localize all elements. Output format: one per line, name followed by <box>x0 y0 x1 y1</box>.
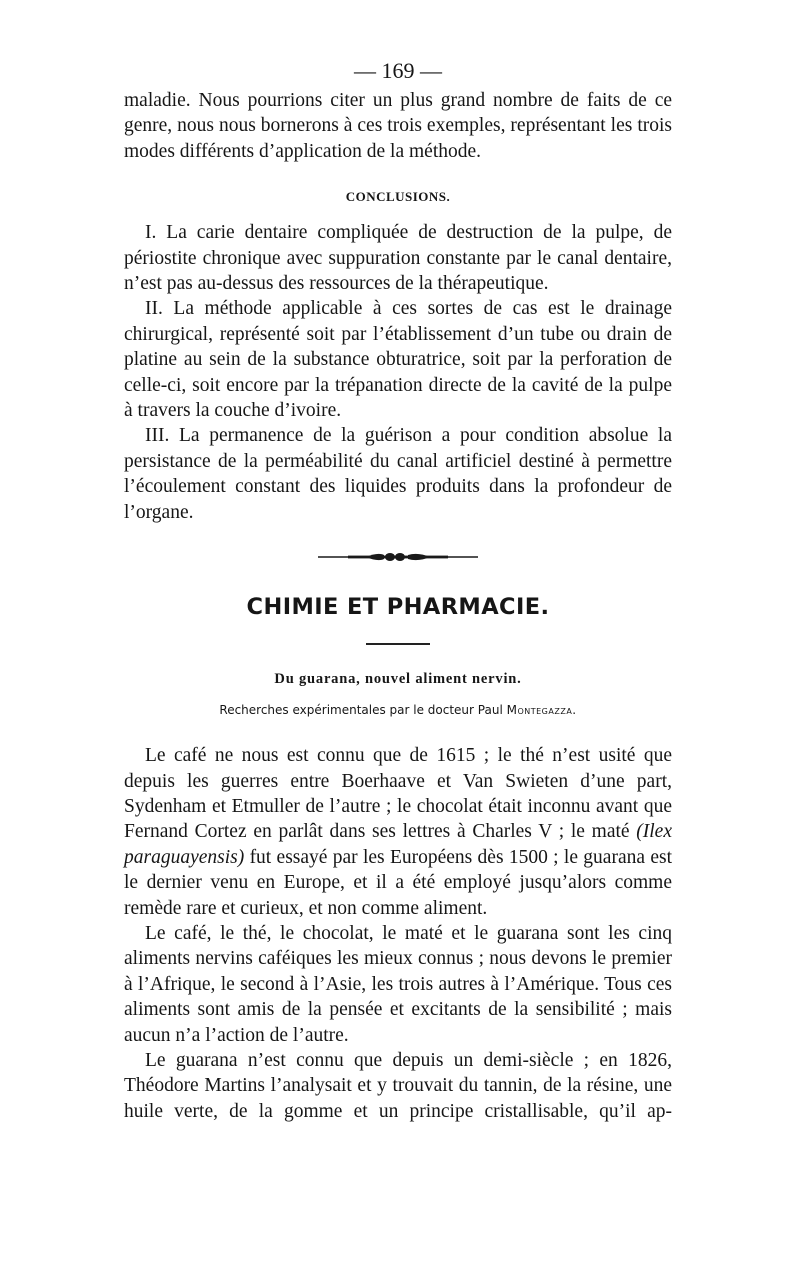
conclusion-item: II. La méthode applicable à ces sortes de cas est le drainage chirurgical, représenté soit par l’établissement d’un tube ou drain de platine au sein de la substance obturatrice, soit par la perforation de celle-ci, soit encore par la trépanation directe de la cavité de la pulpe à travers la couche d’ivoire. <box>124 298 672 422</box>
conclusions-heading: CONCLUSIONS. <box>345 189 451 205</box>
conclusion-item: I. La carie dentaire compliquée de destruction de la pulpe, de périostite chronique avec suppuration constante par le canal dentaire, n’est pas au-dessus des ressources de la thérapeutique. <box>124 222 672 295</box>
article-subtitle-prefix: Recherches expérimentales par le docteur Paul <box>219 703 503 718</box>
latin-name: (Ilex paraguayensis) <box>124 821 672 868</box>
conclusions-list <box>124 220 672 525</box>
book-page <box>124 56 672 1124</box>
section-title: CHIMIE ET PHARMACIE. <box>246 594 550 621</box>
article-title: Du guarana, nouvel aliment nervin. <box>274 671 522 688</box>
article-paragraph: Le café, le thé, le chocolat, le maté et le guarana sont les cinq aliments nervins caféiques les mieux connus ; nous devons le premier à l’Afrique, le second à l’Asie, les trois autres à l’Amérique. Tous ces aliments sont amis de la pensée et excitants de la sensibilité ; mais aucun n’a l’action de l’autre. <box>124 922 672 1046</box>
article-paragraph-text: Le café ne nous est connu que de 1615 ; le thé n’est usité que depuis les guerres entre Boerhaave et Van Swieten d’une part, Sydenham et Etmuller de l’autre ; le chocolat était inconnu avant que Fernand Cortez en parlât dans ses lettres à Charles V ; le maté <box>124 745 672 843</box>
article-body <box>124 743 672 1124</box>
title-rule <box>366 643 430 645</box>
page-number: — 169 — <box>354 58 442 83</box>
intro-paragraph: maladie. Nous pourrions citer un plus grand nombre de faits de ce genre, nous nous bornerons à ces trois exemples, représentant les trois modes différents d’application de la méthode. <box>124 90 672 162</box>
article-subtitle <box>124 701 672 719</box>
article-paragraph <box>124 743 672 921</box>
article-author: Montegazza. <box>506 703 577 718</box>
conclusion-item: III. La permanence de la guérison a pour condition absolue la persistance de la perméabilité du canal artificiel destiné à permettre l’écoulement constant des liquides produits dans la profondeur de l’organe. <box>124 425 672 523</box>
article-paragraph: Le guarana n’est connu que depuis un demi-siècle ; en 1826, Théodore Martins l’analysait et y trouvait du tannin, de la résine, une huile verte, de la gomme et un principe cristallisable, qu’il ap- <box>124 1049 672 1122</box>
section-divider-ornament <box>318 547 478 567</box>
article-paragraph-text: fut essayé par les Européens dès 1500 ; le guarana est le dernier venu en Europe, et il a été employé jusqu’alors comme remède rare et curieux, et non comme aliment. <box>124 846 672 919</box>
